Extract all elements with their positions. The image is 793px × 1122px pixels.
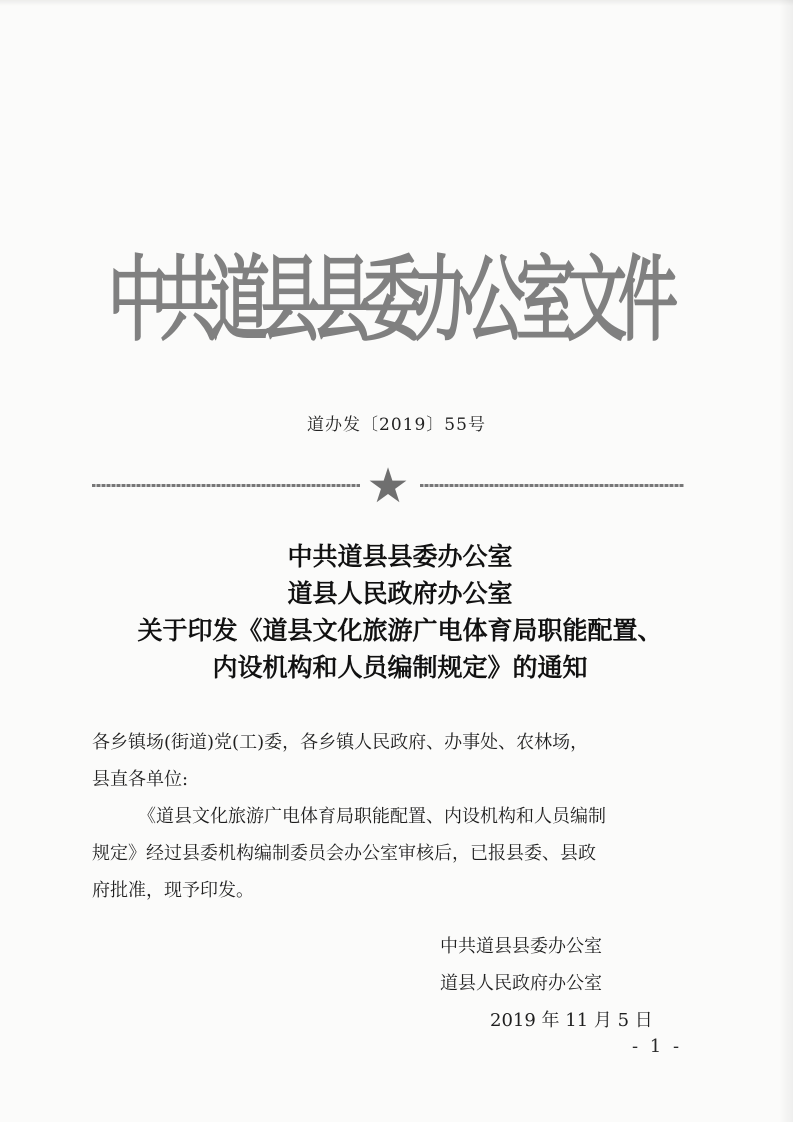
document-masthead: [108, 208, 678, 379]
document-body: [92, 724, 712, 909]
document-number: 道办发〔2019〕55号: [307, 415, 486, 435]
masthead-char: 公: [465, 246, 525, 355]
masthead-char: 办: [414, 246, 474, 355]
masthead-char: 道: [210, 246, 270, 355]
masthead-char: 件: [618, 246, 678, 355]
masthead-char: 县: [261, 246, 321, 355]
masthead-char: 县: [312, 246, 372, 355]
scan-shadow-top: [0, 0, 793, 6]
star-icon: ★: [366, 458, 410, 514]
masthead-char: 委: [363, 246, 423, 355]
title-line: 中共道县县委办公室: [287, 542, 513, 571]
body-paragraph-line: 《道县文化旅游广电体育局职能配置、内设机构和人员编制: [138, 806, 606, 827]
signature-org: 中共道县县委办公室: [440, 936, 602, 957]
body-paragraph-line: 府批准，现予印发。: [92, 880, 254, 901]
masthead-char: 室: [516, 246, 576, 355]
scan-shadow-edge: [779, 0, 793, 1122]
divider-line-left: [92, 484, 360, 487]
addressee-line: 县直各单位:: [92, 769, 189, 790]
masthead-char: 共: [159, 246, 219, 355]
signature-block: [440, 928, 653, 1039]
signature-date: 2019 年 11 月 5 日: [490, 1010, 653, 1031]
document-title: [60, 538, 740, 686]
signature-org: 道县人民政府办公室: [440, 973, 602, 994]
masthead-char: 文: [567, 246, 627, 355]
masthead-char: 中: [108, 246, 168, 355]
body-paragraph-line: 规定》经过县委机构编制委员会办公室审核后，已报县委、县政: [92, 843, 596, 864]
title-line: 道县人民政府办公室: [287, 579, 513, 608]
addressee-line: 各乡镇场(街道)党(工)委，各乡镇人民政府、办事处、农林场，: [92, 732, 589, 753]
title-line: 内设机构和人员编制规定》的通知: [212, 653, 588, 682]
divider-line-right: [420, 484, 684, 487]
title-line: 关于印发《道县文化旅游广电体育局职能配置、: [137, 616, 663, 645]
page-number: - 1 -: [632, 1036, 683, 1057]
